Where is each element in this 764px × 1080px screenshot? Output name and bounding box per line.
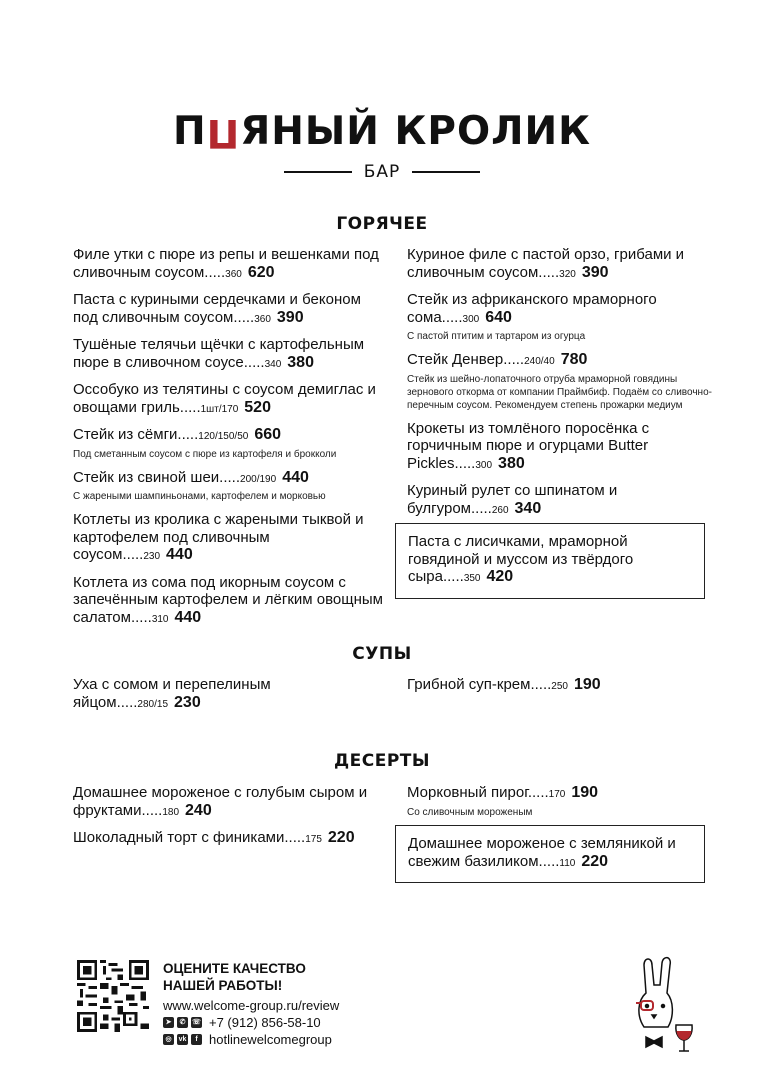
price: 780 [560, 351, 588, 368]
menu-item: Грибной суп-крем.....250 190 [407, 676, 601, 693]
price: 380 [498, 454, 525, 472]
facebook-icon[interactable]: f [191, 1034, 202, 1045]
hot-left-column [73, 246, 383, 636]
price: 440 [282, 468, 309, 486]
item-description: Стейк из шейно-лопаточного отруба мраморной говядины зернового откорма от компании Праймбиф. Подаём со сливочно-перечным соусом. Рекомендуем степень прожарки медиум [407, 373, 712, 411]
price: 440 [166, 546, 193, 563]
price: 380 [287, 353, 314, 371]
price: 190 [573, 676, 601, 693]
whatsapp-icon[interactable]: ✆ [177, 1017, 188, 1028]
menu-item: Стейк из африканского мраморного сома.....300 640 С пастой птитим и тартаром из огурца [407, 291, 717, 343]
logo-title [173, 108, 591, 156]
price: 190 [571, 784, 599, 801]
price: 660 [254, 426, 282, 443]
section-title-desserts: ДЕСЕРТЫ [333, 751, 430, 771]
menu-item: Шоколадный торт с финиками.....175 220 [73, 829, 355, 846]
featured-item-desserts [395, 825, 705, 883]
footer-title: ОЦЕНИТЕ КАЧЕСТВО НАШЕЙ РАБОТЫ! [163, 961, 306, 993]
item-description: С жареными шампиньонами, картофелем и морковью [73, 491, 326, 502]
logo [0, 108, 764, 182]
footer [77, 960, 339, 1048]
rabbit-mascot-icon [630, 955, 702, 1055]
price: 390 [276, 308, 304, 326]
menu-item: Котлета из сома под икорным соусом с запечённым картофелем и лёгким овощным салатом.....310 440 [73, 573, 383, 626]
menu-item: Стейк из свиной шеи.....200/190 440 С жареными шампиньонами, картофелем и морковью [73, 469, 383, 504]
menu-item: Стейк из сёмги.....120/150/50 660 Под сметанным соусом с пюре из картофеля и брокколи [73, 426, 383, 461]
instagram-icon[interactable]: ◎ [163, 1034, 174, 1045]
featured-item-hot [395, 523, 705, 599]
logo-red-letter: П [206, 110, 241, 155]
menu-item: Крокеты из томлёного поросёнка с горчичным пюре и огурцами Butter Pickles.....300 380 [407, 419, 650, 472]
menu-item: Тушёные телячьи щёчки с картофельным пюре в сливочном соусе.....340 380 [73, 336, 365, 371]
menu-item: Стейк Денвер.....240/40 780 Стейк из шейно-лопаточного отруба мраморной говядины зернового откорма от компании Праймбиф. Подаём со сливочно-перечным соусом. Рекомендуем степень прожарки медиум [407, 351, 717, 412]
price: 340 [514, 499, 542, 517]
logo-subtitle [0, 162, 764, 182]
item-description: Со сливочным мороженым [407, 806, 533, 818]
section-title-hot: ГОРЯЧЕЕ [336, 214, 428, 234]
desserts-right-column [407, 784, 717, 827]
price: 240 [185, 801, 212, 819]
viber-icon[interactable]: ☏ [192, 1019, 201, 1026]
menu-item: Куриный рулет со шпинатом и булгуром.....260 340 [407, 482, 618, 517]
menu-item: Котлеты из кролика с жареными тыквой и картофелем под сливочным соусом.....230 440 [73, 511, 364, 563]
menu-item: Домашнее мороженое с земляникой и свежим базиликом.....110 220 [408, 835, 676, 870]
menu-item: Паста с лисичками, мраморной говядиной и муссом из твёрдого сыра.....350 420 [408, 533, 634, 585]
divider-line [284, 171, 352, 173]
soups-right-column [407, 676, 717, 704]
menu-item: Куриное филе с пастой орзо, грибами и сливочным соусом.....320 390 [407, 246, 685, 281]
logo-title-rest: ЯНЫЙ КРОЛИК [240, 109, 592, 154]
social-handle[interactable]: hotlinewelcomegroup [209, 1032, 332, 1047]
menu-item: Домашнее мороженое с голубым сыром и фруктами.....180 240 [73, 784, 368, 819]
review-url-link[interactable]: www.welcome-group.ru/review [163, 998, 340, 1013]
phone-number[interactable]: +7 (912) 856-58-10 [209, 1015, 321, 1030]
price: 620 [247, 263, 275, 281]
telegram-icon[interactable]: ➤ [163, 1017, 174, 1028]
price: 220 [581, 852, 609, 870]
desserts-left-column [73, 784, 373, 857]
vk-icon[interactable]: vk [178, 1036, 187, 1043]
price: 230 [174, 693, 201, 711]
price: 390 [581, 263, 609, 281]
price: 220 [327, 829, 355, 846]
item-description: Под сметанным соусом с пюре из картофеля и брокколи [73, 448, 337, 460]
price: 520 [244, 398, 271, 416]
logo-title-prefix: П [172, 109, 207, 154]
divider-line [412, 171, 480, 173]
phone-row [163, 1014, 339, 1031]
menu-item: Оссобуко из телятины с соусом демиглас и овощами гриль.....1шт/170 520 [73, 381, 376, 416]
price: 640 [485, 308, 512, 326]
item-description: С пастой птитим и тартаром из огурца [407, 331, 586, 342]
menu-item: Уха с сомом и перепелиным яйцом.....280/15 230 [73, 676, 271, 711]
price: 420 [486, 568, 514, 585]
section-title-soups: СУПЫ [352, 644, 412, 664]
menu-item: Морковный пирог.....170 190 Со сливочным мороженым [407, 784, 717, 819]
menu-item: Филе утки с пюре из репы и вешенками под сливочным соусом.....360 620 [73, 246, 379, 281]
hot-right-column [407, 246, 717, 527]
soups-left-column [73, 676, 313, 721]
social-row [163, 1031, 339, 1048]
footer-info [163, 960, 339, 1048]
qr-code-icon[interactable] [77, 960, 149, 1032]
menu-item: Паста с куриными сердечками и беконом под сливочным соусом.....360 390 [73, 291, 361, 326]
price: 440 [174, 608, 202, 626]
logo-subtitle-text: БАР [363, 162, 401, 182]
